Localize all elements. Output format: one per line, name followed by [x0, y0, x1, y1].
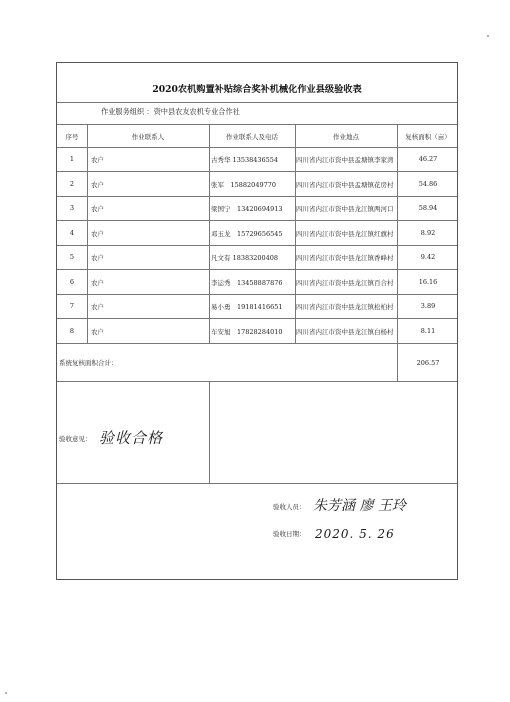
- cell-place: 四川省内江市资中县孟塘镇花房村: [296, 181, 394, 189]
- cell-place: 四川省内江市资中县龙江镇红旗村: [296, 230, 394, 238]
- cell-area: 54.86: [418, 180, 438, 188]
- cell-area: 58.94: [418, 204, 438, 212]
- header-contact: 作业联系人: [131, 133, 165, 141]
- total-label: 系统复核面积合计：: [59, 359, 118, 367]
- acceptance-signature: 朱芳涵 廖 王玲: [313, 498, 406, 514]
- cell-contact: 农户: [91, 181, 104, 189]
- cell-contact: 农户: [91, 230, 104, 238]
- cell-phone: 邓玉龙 15729656545: [211, 230, 283, 238]
- cell-place: 四川省内江市资中县龙江镇两河口: [296, 205, 394, 213]
- cell-contact: 农户: [91, 279, 104, 287]
- cell-phone: 李运秀 13458887876: [211, 279, 283, 287]
- title-divider: [57, 102, 457, 103]
- cell-contact: 农户: [91, 303, 104, 311]
- col-line: [87, 124, 88, 343]
- header-place: 作业地点: [333, 133, 359, 141]
- cell-contact: 农户: [91, 254, 104, 262]
- cell-no: 8: [69, 327, 75, 335]
- cell-phone: 车安旭 17828284010: [211, 328, 283, 336]
- acceptance-date-label: 验收日期：: [273, 530, 306, 538]
- cell-place: 四川省内江市资中县龙江镇松柏村: [296, 303, 394, 311]
- total-value: 206.57: [416, 359, 440, 367]
- cell-place: 四川省内江市资中县龙江镇香峰村: [296, 254, 394, 262]
- org-label: 作业服务组织 ：: [101, 107, 154, 116]
- acceptance-person-label: 验收人员：: [273, 503, 306, 511]
- cell-no: 2: [69, 180, 75, 188]
- cell-phone: 张军 15882049770: [211, 181, 276, 189]
- cell-area: 16.16: [418, 278, 438, 286]
- cell-contact: 农户: [91, 328, 104, 336]
- col-line: [209, 124, 210, 343]
- cell-no: 5: [69, 253, 75, 261]
- cell-no: 1: [69, 155, 75, 163]
- cell-area: 8.92: [420, 229, 436, 237]
- total-bottom-line: [57, 381, 457, 382]
- opinion-handwritten: 验收合格: [99, 429, 164, 447]
- cell-no: 7: [69, 302, 75, 310]
- cell-no: 4: [69, 229, 75, 237]
- form-title: 2020农机购置补贴综合奖补机械化作业县级验收表: [152, 84, 362, 95]
- acceptance-date: 2020. 5. 26: [315, 527, 395, 541]
- header-phone: 作业联系人及电话: [226, 133, 278, 141]
- cell-phone: 古秀华 13538436554: [211, 156, 279, 164]
- opinion-label: 验收意见：: [59, 435, 92, 443]
- cell-area: 46.27: [418, 155, 438, 163]
- cell-place: 四川省内江市资中县龙江镇百合村: [296, 279, 394, 287]
- cell-phone: 梁国宁 13420694913: [211, 205, 283, 213]
- cell-area: 8.11: [420, 327, 436, 335]
- opinion-bottom-line: [57, 483, 457, 484]
- cell-place: 四川省内江市资中县孟塘镇李家湾: [296, 156, 394, 164]
- scan-dot: [5, 692, 7, 694]
- header-area: 复核面积（亩）: [405, 133, 451, 141]
- opinion-divider: [209, 381, 210, 483]
- cell-phone: 凡文有 18383200408: [211, 254, 279, 262]
- cell-no: 6: [69, 278, 75, 286]
- cell-area: 3.89: [420, 302, 436, 310]
- org-value: 资中县农友农机专业合作社: [153, 107, 240, 116]
- cell-no: 3: [69, 204, 75, 212]
- cell-contact: 农户: [91, 205, 104, 213]
- cell-area: 9.42: [420, 253, 436, 261]
- header-no: 序号: [65, 133, 79, 141]
- cell-contact: 农户: [91, 156, 104, 164]
- acceptance-form: [56, 62, 458, 580]
- service-organization: [101, 107, 240, 117]
- scan-dot: [487, 35, 489, 37]
- cell-phone: 易小勇 19181416651: [211, 303, 283, 311]
- cell-place: 四川省内江市资中县龙江镇白杨村: [296, 328, 394, 336]
